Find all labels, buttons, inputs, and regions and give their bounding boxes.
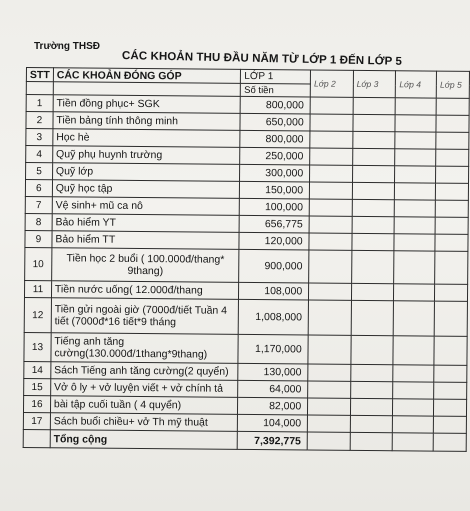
row-grade-3-cell — [352, 148, 395, 165]
row-grade-4-cell — [395, 115, 436, 132]
row-item-name: Tiền gửi ngoài giờ (7000đ/tiết Tuần 4 tiết (7000đ*16 tiết*9 tháng — [51, 298, 239, 335]
row-grade-3-cell — [353, 97, 396, 114]
row-grade-3-cell — [351, 335, 394, 364]
row-grade-3-cell — [353, 131, 396, 148]
total-grade-2-cell — [307, 432, 350, 450]
row-grade-2-cell — [308, 381, 351, 398]
table-row — [24, 332, 467, 365]
row-item-name: Tiếng anh tăng cường(130.000đ/1thang*9thang) — [51, 333, 239, 364]
table-row — [25, 247, 468, 284]
row-item-name: Vệ sinh+ mũ ca nô — [52, 197, 240, 216]
total-row — [23, 429, 466, 451]
row-grade-2-cell — [308, 335, 351, 364]
row-grade-2-cell — [309, 233, 352, 250]
document-title: CÁC KHOẢN THU ĐẦU NĂM TỪ LỚP 1 ĐẾN LỚP 5 — [121, 50, 403, 68]
row-item-name: Bảo hiểm TT — [52, 231, 240, 250]
row-grade-5-cell — [434, 382, 467, 399]
row-item-name: Quỹ học tập — [52, 180, 240, 199]
row-amount: 650,000 — [240, 113, 310, 131]
row-item-name: Học hè — [53, 129, 241, 148]
row-grade-4-cell — [395, 166, 436, 183]
row-grade-3-cell — [351, 364, 394, 381]
row-grade-4-cell — [396, 98, 437, 115]
fees-table-wrapper — [23, 67, 470, 452]
row-grade-5-cell — [436, 132, 469, 149]
table-body — [23, 95, 469, 434]
row-grade-4-cell — [393, 416, 434, 433]
row-grade-5-cell — [435, 217, 468, 234]
header-grade-5: Lớp 5 — [436, 71, 469, 98]
row-item-name: Sách Tiếng anh tăng cường(2 quyển) — [51, 362, 239, 381]
row-grade-5-cell — [435, 251, 468, 284]
row-grade-5-cell — [435, 284, 468, 301]
row-grade-3-cell — [352, 199, 395, 216]
row-item-name: Tiền đồng phục+ SGK — [53, 95, 241, 114]
row-amount: 104,000 — [238, 414, 308, 432]
row-grade-2-cell — [310, 114, 353, 131]
row-stt: 6 — [25, 180, 52, 197]
row-amount: 656,775 — [239, 215, 309, 233]
fees-table — [23, 67, 470, 452]
row-grade-3-cell — [350, 415, 393, 432]
row-grade-2-cell — [309, 199, 352, 216]
total-grade-5-cell — [433, 433, 466, 451]
row-amount: 64,000 — [238, 380, 308, 398]
total-amount: 7,392,775 — [238, 431, 308, 450]
header-grade-2: Lớp 2 — [310, 70, 353, 97]
row-grade-5-cell — [436, 166, 469, 183]
row-grade-4-cell — [393, 399, 434, 416]
row-grade-5-cell — [436, 149, 469, 166]
row-stt: 9 — [25, 230, 52, 247]
row-amount: 82,000 — [238, 397, 308, 415]
row-item-name: Quỹ lớp — [52, 163, 240, 182]
row-stt: 17 — [23, 412, 50, 429]
row-grade-2-cell — [308, 364, 351, 381]
row-grade-3-cell — [352, 216, 395, 233]
subheader-amount: Số tiền — [241, 83, 311, 97]
row-stt: 2 — [26, 112, 53, 129]
row-amount: 120,000 — [239, 232, 309, 250]
row-grade-5-cell — [434, 301, 467, 336]
row-grade-5-cell — [435, 234, 468, 251]
subheader-stt-empty — [26, 82, 53, 95]
row-grade-4-cell — [393, 382, 434, 399]
row-grade-2-cell — [307, 415, 350, 432]
row-grade-2-cell — [310, 131, 353, 148]
row-grade-3-cell — [352, 233, 395, 250]
row-stt: 13 — [24, 332, 51, 361]
row-grade-5-cell — [434, 365, 467, 382]
row-amount: 1,170,000 — [238, 334, 308, 364]
row-stt: 11 — [24, 280, 51, 297]
row-grade-2-cell — [308, 300, 351, 335]
row-stt: 16 — [23, 395, 50, 412]
row-amount: 130,000 — [238, 363, 308, 381]
row-stt: 12 — [24, 297, 51, 332]
total-label: Tổng cộng — [50, 430, 238, 450]
row-grade-2-cell — [310, 182, 353, 199]
header-grade-1: LỚP 1 — [241, 69, 311, 84]
row-grade-4-cell — [395, 132, 436, 149]
row-item-name: bài tập cuối tuần ( 4 quyển) — [50, 396, 238, 415]
row-grade-3-cell — [350, 381, 393, 398]
row-grade-2-cell — [309, 250, 352, 283]
row-item-name: Vở ô ly + vở luyện viết + vở chính tả — [50, 379, 238, 398]
row-item-name: Bảo hiểm YT — [52, 214, 240, 233]
row-grade-5-cell — [436, 98, 469, 115]
row-grade-3-cell — [351, 250, 394, 283]
total-stt-empty — [23, 429, 50, 447]
row-grade-5-cell — [434, 399, 467, 416]
row-grade-3-cell — [353, 114, 396, 131]
row-amount: 150,000 — [240, 181, 310, 199]
row-amount: 250,000 — [240, 147, 310, 165]
row-grade-5-cell — [434, 336, 467, 365]
header-stt: STT — [26, 68, 53, 82]
row-item-name: Quỹ phụ huynh trường — [53, 146, 241, 165]
row-stt: 1 — [26, 95, 53, 112]
row-grade-2-cell — [309, 216, 352, 233]
row-amount: 900,000 — [239, 249, 309, 283]
row-grade-4-cell — [393, 336, 434, 365]
row-grade-4-cell — [395, 183, 436, 200]
row-grade-4-cell — [394, 251, 435, 284]
row-grade-3-cell — [351, 300, 394, 335]
school-name: Trường THSĐ — [34, 41, 101, 52]
row-item-name: Sách buổi chiều+ vở Th mỹ thuật — [50, 413, 238, 432]
header-grade-3: Lớp 3 — [353, 70, 396, 97]
row-amount: 100,000 — [240, 198, 310, 216]
row-grade-3-cell — [350, 398, 393, 415]
row-grade-2-cell — [308, 398, 351, 415]
row-stt: 10 — [25, 247, 52, 280]
row-stt: 14 — [24, 361, 51, 378]
row-grade-4-cell — [394, 284, 435, 301]
row-grade-3-cell — [352, 165, 395, 182]
row-grade-4-cell — [393, 365, 434, 382]
row-stt: 3 — [26, 129, 53, 146]
row-stt: 15 — [24, 378, 51, 395]
row-grade-3-cell — [352, 182, 395, 199]
header-grade-4: Lớp 4 — [396, 71, 437, 98]
row-item-name: Tiền bảng tính thông minh — [53, 112, 241, 131]
row-amount: 1,008,000 — [239, 299, 309, 335]
row-grade-3-cell — [351, 283, 394, 300]
row-grade-2-cell — [310, 148, 353, 165]
row-item-name: Tiền học 2 buổi ( 100.000đ/thang* 9thang) — [51, 248, 239, 283]
header-items: CÁC KHOẢN ĐÓNG GÓP — [53, 68, 241, 84]
row-grade-4-cell — [395, 149, 436, 166]
row-grade-5-cell — [435, 200, 468, 217]
total-grade-4-cell — [393, 433, 434, 451]
row-grade-4-cell — [395, 200, 436, 217]
row-grade-2-cell — [310, 165, 353, 182]
row-grade-5-cell — [433, 416, 466, 433]
row-amount: 108,000 — [239, 282, 309, 300]
row-item-name: Tiền nước uống( 12.000đ/thang — [51, 281, 239, 300]
row-stt: 5 — [26, 163, 53, 180]
total-grade-3-cell — [350, 432, 393, 450]
row-grade-4-cell — [394, 234, 435, 251]
row-amount: 300,000 — [240, 164, 310, 182]
row-amount: 800,000 — [240, 130, 310, 148]
row-grade-4-cell — [395, 217, 436, 234]
row-grade-5-cell — [436, 115, 469, 132]
row-grade-2-cell — [309, 283, 352, 300]
row-amount: 800,000 — [240, 96, 310, 114]
table-row — [24, 297, 467, 336]
row-grade-5-cell — [436, 183, 469, 200]
row-grade-2-cell — [310, 97, 353, 114]
row-grade-4-cell — [394, 301, 435, 336]
row-stt: 4 — [26, 146, 53, 163]
row-stt: 7 — [25, 196, 52, 213]
row-stt: 8 — [25, 213, 52, 230]
